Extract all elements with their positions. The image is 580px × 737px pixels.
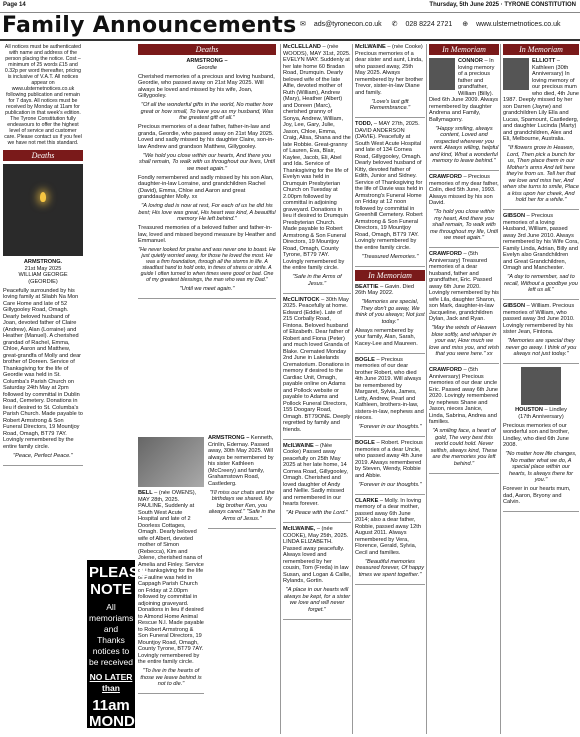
notice-mcclelland: McCLELLAND – (née WOODS), MAY 31st, 2025. EVELYN MAY. Suddenly at her late home 60 Bradan Road, Drumquin. Dearly beloved wife of the late Alfie, devoted mother of Ruth (William), Andrew (Mary), Heather (Albert) and Doreen (Marc), cherished granny of Sonya, Andrew, William, Joy, Lee, Gary, Julie, Jason, Chloe, Emma, Craig, Alisa, Shana and the late Robbie. Great-granny of Lauren, Eva, Blair, Kaylee, Jacob, Eli, Abel and Ida. Service of Thanksgiving for the life of Evelyn was held in Drumquin Presbyterian Church on Tuesday at 2.00pm followed by committal in adjoining graveyard. Donations in lieu if desired to Drumquin Presbyterian Church. Made payable to Robert Armstrong & Son Funeral Directors, 19 Mountjoy Road, Omagh, County Tyrone, BT79 7AY. Lovingly remembered by the entire family circle. "Safe in the Arms of Jesus." <box>283 44 351 294</box>
notice-bogle: BOGLE – Precious memories of our dear brother Robert, who died 4th June 2019. Will always be remembered by Margaret, Sylvia, James, Letty, Andrew, Pearl and Kathleen, brothers-in-law, sisters-in-law, nephews and nieces. "Forever in our thoughts." <box>355 357 425 438</box>
section-header-deaths: Deaths <box>3 150 83 161</box>
please-note-time: 11am MONDAY <box>89 697 155 730</box>
email-icon: ✉ <box>300 21 306 28</box>
column-deaths-lower-right <box>208 435 276 555</box>
notice-connor: CONNOR – In loving memory of a precious father and grandfather, William (Billy). Died 6th June 2009. Always remembered by daughter Andrena and Family, Ballymagorry. "Happy smiling, always content, Loved and respected wherever you went. Always willing, helpful and kind, What a wonderful memory to leave behind." <box>429 58 499 171</box>
portrait-photo-2 <box>503 58 529 90</box>
notice-mcilwaine-2: McILWAINE, – (née COOKE), May 25th, 2025. LINDA ELIZABETH. Passed away peacefully. Always loved and remembered by her cousin, Tom (Freda) in law Susan, and Logan & Callie, Rylands, Gortin. "A place in our hearts will always be kept, for a sister we love and will never forget." <box>283 526 351 620</box>
notice-mcilwaine: McILWAINE – (Née Cooke) Passed away peacefully on 25th May 2025 at her late home, 14 Cornea Road, Gillygooley, Omagh. Cherished and loved daughter of Andy and Nellie. Sadly missed and remembered in our hearts forever. "At Peace with the Lord." <box>283 443 351 524</box>
page-number: Page 14 <box>3 2 26 8</box>
column-memoriam-6 <box>500 44 579 734</box>
contact-phone[interactable]: 028 8224 2721 <box>405 21 453 28</box>
notice-armstrong-kenneth: ARMSTRONG – Kenneth, Crinlin, Edernay. Passed away, 30th May 2025. Will always be remembered by his sister Kathleen (McCreery) and family, Grahamstown Road, Castlederg. "I'll miss our chats and the birthdays we shared. My big brother Ken, you always cared." "Safe in the Arms of Jesus." <box>208 435 276 529</box>
notice-houston: HOUSTON – Lindley (17th Anniversary) Precious memories of our wonderful son and brother, Lindley, who died 6th June 2008. "No matter how life changes, No matter what we do, A special place within our hearts, Is always there for you." Forever in our hearts mum, dad, Aaron, Bryony and Calvin. <box>503 367 579 512</box>
portrait-photo <box>429 58 455 90</box>
notice-gibson: GIBSON – Precious memories of a loving Husband, William, passed away 3rd June 2010. Always remembered by his Wife Cora, Family Linda, Adrian, Billy and Evelyn also Grandchildren and Great Grandchildren, Omagh and Manchester. "A day to remember, sad to recall, Without a goodbye you left us all." <box>503 213 579 300</box>
column-deaths-lower <box>138 435 204 735</box>
section-header-in-memoriam-2: In Memoriam <box>429 44 499 55</box>
column-memoriam-5 <box>426 44 499 734</box>
notice-crawford-2: CRAWFORD – (5th Anniversary) Treasured memories of a dear husband, father and grandfather, Eric. Passed away 6th June 2020. Lovingly remembered by his wife Lila, daughter Sharon, son Mark, daughter-in-law Jacqueline, grandchildren Dylan, Jack and Ryan. "May the winds of Heaven blow softly, and whisper in your ear, How much we love and miss you, and wish that you were here." xx <box>429 251 499 364</box>
notice-mcilwaine-3: McILWAINE – (née Cooke) Precious memories of a dear sister and aunt, Linda, who passed away, 25th May 2025. Always remembered by her brother Trevor, sister-in-law Diane and family. "Love's last gift Remembrance." <box>355 44 425 118</box>
notice-todd: TODD, – MAY 27th, 2025. DAVID ANDERSON (DAVIE). Peacefully at South West Acute Hospital and late of 134 Cornea Road, Gillygooley, Omagh. Dearly beloved husband of Kitty, devoted father of Edith, Junior and Sidney. Service of Thanksgiving for the life of Davie was held in Armstrong's Funeral Home on Friday at 12 noon followed by committal in Greenhill Cemetery. Robert Armstrong & Son Funeral Directors, 19 Mountjoy Road, Omagh, BT79 7AY. Lovingly remembered by the entire family circle. "Treasured Memories." <box>355 121 425 267</box>
please-note-title: PLEASE NOTE <box>89 564 150 598</box>
column-deaths-4 <box>352 44 425 734</box>
notice-crawford: CRAWFORD – Precious memories of my dear father, Colin, died 5th June, 1993. Always missed by his son David. "To hold you close within my heart, And there you shall remain, To walk with me throughout my life, Until we meet again." <box>429 174 499 248</box>
phone-icon: ✆ <box>391 21 398 28</box>
notice-crawford-3: CRAWFORD – (5th Anniversary) Precious memories of our dear uncle Eric. Passed away 6th June 2020. Lovingly remembered by nephews Shane and Jason, nieces Janice, Linda, Sabrina, Andrea and families. "A smiling face, a heart of gold, The very best this world could hold. Never selfish, always kind, These are the memories you left behind." <box>429 367 499 474</box>
candle-image <box>3 164 83 256</box>
contact-web[interactable]: www.ulsternetnotices.co.uk <box>476 21 561 28</box>
section-header-in-memoriam-3: In Memoriam <box>503 44 579 55</box>
section-header-in-memoriam: In Memoriam <box>355 270 425 281</box>
notice-gibson-2: GIBSON – William. Precious memories of William, who passed away 3rd June 2010. Lovingly remembered by his sister Jean, Fintona. "Memories are special they never go away. I think of you always not just today." <box>503 303 579 364</box>
notice-armstrong-geordie: ARMSTRONG – Geordie Cherished memories of a precious and loving husband, Geordie, who passed away on 21st May 2025. Will always be loved and missed by his wife, Joan, Gillygooley. "Of all the wonderful gifts in the world, No matter how great or how small, To have you as my husband, Was the greatest gift of all." Precious memories of a dear father, father-in-law and granda, Geordie, who passed away on 21st May 2025. Loved and sadly missed by his daughter Claire, son-in-law Andrew and grandson Matthew, Gillygooley. "We hold you close within our hearts, And there you shall remain, To walk with us throughout our lives, Until we meet again." Fondly remembered and sadly missed by his son Alan, daughter-in-law Lorraine, and grandchildren Rachel (David), Emma, Chloe and Aaron and great granddaughter Molly. xx "A loving dad is now at rest, For each of us he did his best; His love was great, His heart was kind, A beautiful memory He left behind." Treasured memories of a beloved father and father-in-law, loved and missed beyond measure by Heather and Emmanuel. "He never looked for praise and was never one to boast. He just quietly worried away, for those he loved the most. He was a firm foundation, through all the storms in life. A steadfast hand to hold onto, in times of stress or strife. A guide I often turned to when times were good or bad. One of my greatest blessings, the man who was my Dad." "Until we meet again." <box>138 58 276 299</box>
please-note-deadline: NO LATER than <box>89 672 133 693</box>
book-image <box>138 437 204 487</box>
globe-icon: ⊕ <box>462 21 469 28</box>
please-note-body: All memoriams and Thanks notices to be received <box>89 602 134 667</box>
notice-bogle-2: BOGLE – Robert. Precious memories of a dear Uncle, who passed away 4th June 2019. Always remembered by Steven, Wendy, Robbie and Abbie. "Forever in our thoughts." <box>355 440 425 495</box>
notice-elliott: ELLIOTT – Kathleen (30th Anniversary) In loving memory of our precious mum who died, 4th June 1987. Deeply missed by her son Darren (Jayne) and grandchildren Lily Ella and Lucas, Spamount, Castlederg, and daughter Lucinda (Marty) and grandchildren, Alex and Eli, Melbourne, Australia. "If flowers grow in Heaven, Lord, Then pick a bunch for us, Then place them in our Mother's arms And tell here they're from us. Tell her that we love and miss her, And when she turns to smile, Place a kiss upon her cheek, And hold her for a while." <box>503 58 579 210</box>
column-deaths-3 <box>280 44 351 734</box>
portrait-photo-3 <box>521 367 561 405</box>
issue-date: Thursday, 5th June 2025 · TYRONE CONSTITUTION <box>429 2 576 8</box>
please-note-box <box>87 560 155 730</box>
contact-email[interactable]: ads@tyronecon.co.uk <box>313 21 382 28</box>
notice-clarke: CLARKE – Molly. In loving memory of a dear mother, passed away 6th June 2014; also a dear father, Robbie, passed away 12th August 2011. Always remembered by Vera, Florence, Gerald, Sylvia, Cecil and families. "Beautiful memories treasured forever, Of happy times we spent together." <box>355 498 425 585</box>
section-header-deaths-2: Deaths <box>138 44 276 55</box>
notice-beattie: BEATTIE – Gavin. Died 26th May 2022. "Memories are special, They don't go away, We think of you always; Not just today." Always remembered by your family, Alan, Sarah, Kacey-Lee and Maureen. <box>355 284 425 354</box>
column-side <box>3 44 83 734</box>
contact-bar <box>300 20 569 28</box>
page-title: Family Announcements <box>2 13 297 38</box>
header-rule <box>0 39 580 41</box>
notice-bell: BELL – (née OWENS), MAY 28th, 2025. PAULINE, Suddenly at South West Acute Hospital and late of 2 Doorless Cottages, Omagh. Dearly beloved wife of Albert, devoted mother of Simon (Rebecca), Kim and Jolene, cherished nana of Amelia and Finley. Service of Thanksgiving for the life of Pauline was held in Cappagh Parish Church on Friday at 2.00pm followed by committal in adjoining graveyard. Donations in lieu if desired to Almond Home Animal Rescue N.I. Made payable to Robert Armstrong & Son Funeral Directors, 19 Mountjoy Road, Omagh, County Tyrone, BT79 7AY. Lovingly remembered by the entire family circle. "To live in the hearts of those we leave behind is not to die." <box>138 490 204 694</box>
top-bar <box>0 0 580 13</box>
notice-armstrong: ARMSTRONG. 21st May 2025 WILLIAM GEORGE (GEORDIE) Peacefully surrounded by his loving family at Sliabh Na Mon Care Home and late of 52 Gillygooley Road, Omagh. Dearly beloved husband of Joan, devoted father of Claire (Andrew), Alan (Lorraine) and Heather (Manuel). A cherished grandad of Rachel, Emma, Chloe, Aaron and Matthew, great-grandfa of Molly and dear brother of Doreen. Service of Thanksgiving for the life of Geordie was held in St. Columba's Parish Church on Saturday 24th May at 2pm followed by committal in Dublin Road, Cemetery. Donations in lieu if desired to St. Columba's Parish Church. Made payable to Robert Armstrong & Son Funeral Directors, 19 Mountjoy Road, Omagh, BT79 7AY. Lovingly remembered by the entire family circle. "Peace, Perfect Peace." <box>3 259 83 466</box>
notice-mcclintock: McCLINTOCK – 30th May 2025. Peacefully at home. Edward (Eddie). Late of 215 Corbally Road, Fintona. Beloved husband of Elizabeth. Dear father of Robert and Fiona (Peter) and much loved Granda of Blake. Cremated Monday 2nd June in Lakelands Crematorium. Donations in memory if desired to the Cardiac Unit, Omagh, payable online on Adams and Pollock website or payable to Adams and Pollock Funeral Directors, 155 Doogary Road, Omagh. BT79ONE. Deeply regretted by family and friends. <box>283 297 351 440</box>
notice-info: All notices must be authenticated with name and address of the person placing the notice. Cost – minimum of 25 words £15 and 0.32p per word thereafter, pricing is inclusive of V.A.T. All notices appear on www.ulsternetnotices.co.uk following publication and remain for 7 days. All notices must be received by Monday at 11am for publication in that week's edition. The Tyrone Constitution fully endeavours to offer the highest level of service and customer care. Please contact us if you feel we have not met this standard. <box>4 44 82 146</box>
